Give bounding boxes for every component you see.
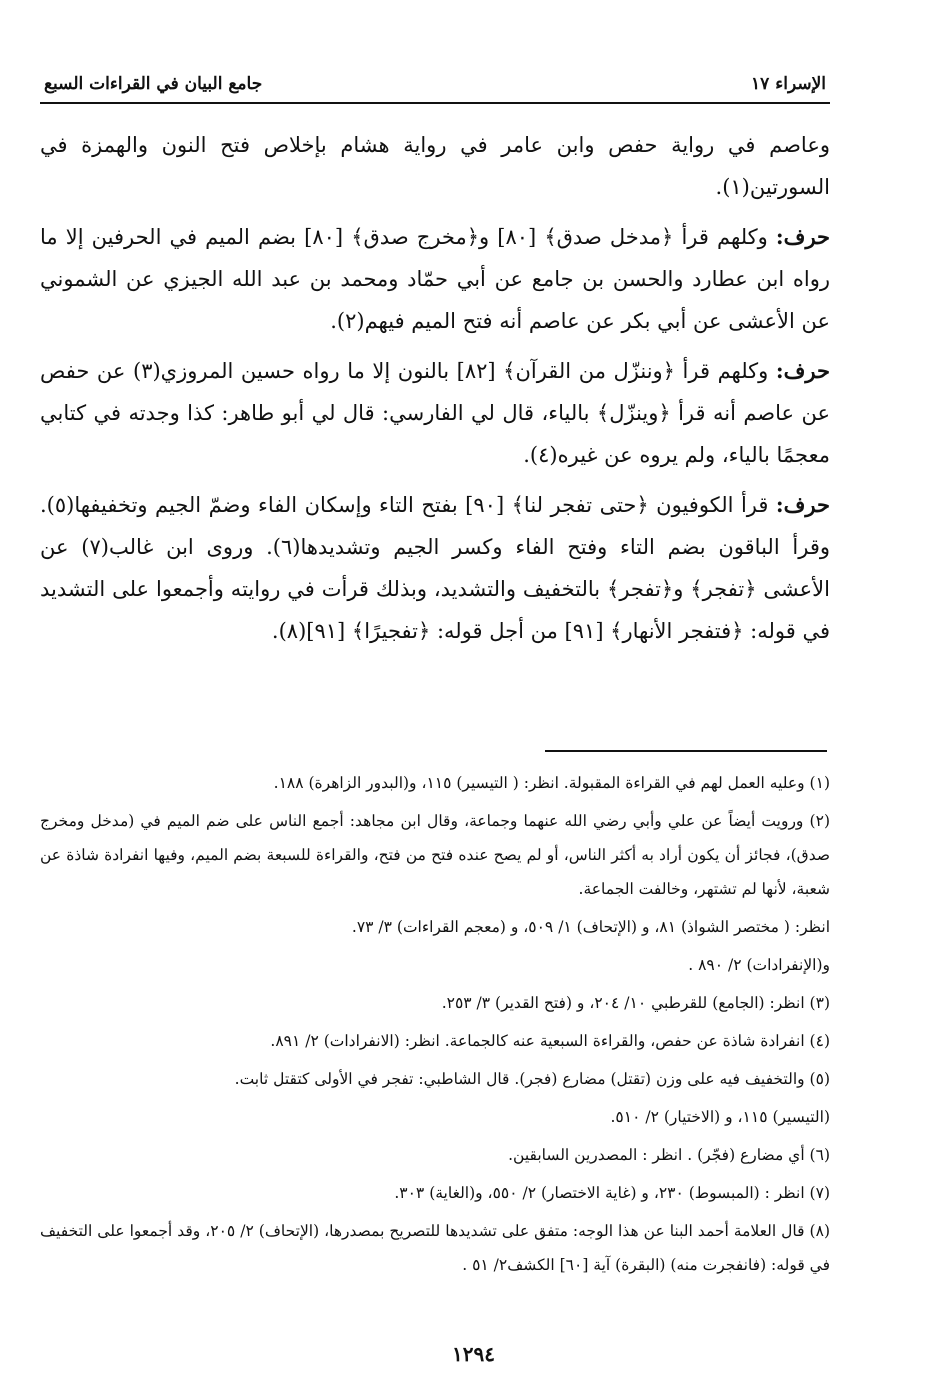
footnote-6: (٦) أي مضارع (فجّر) . انظر : المصدرين السابقين. xyxy=(508,1146,830,1164)
page-number: ١٢٩٤ xyxy=(452,1342,495,1366)
paragraph-label: حرف: xyxy=(775,358,830,383)
footnote-5-reference: (التيسير) ١١٥، و (الاختيار) ٢/ ٥١٠. xyxy=(610,1108,830,1126)
paragraph-1: وعاصم في رواية حفص وابن عامر في رواية هشام بإخلاص فتح النون والهمزة في السورتين(١). xyxy=(40,133,830,199)
footnote-2-reference: انظر: ( مختصر الشواذ) ٨١، و (الإتحاف) ١/ ٥٠٩، و (معجم القراءات) ٣/ ٧٣. xyxy=(351,918,830,936)
footnote-3: (٣) انظر: (الجامع) للقرطبي ١٠/ ٢٠٤، و (فتح القدير) ٣/ ٢٥٣. xyxy=(441,994,830,1012)
paragraph-2 xyxy=(40,216,830,342)
footnote-5: (٥) والتخفيف فيه على وزن (تقتل) مضارع (فجر). قال الشاطبي: تفجر في الأولى كتقتل ثابت. xyxy=(234,1070,830,1088)
paragraph-label: حرف: xyxy=(775,492,830,517)
running-header xyxy=(40,70,830,104)
header-sura: الإسراء ١٧ xyxy=(751,74,826,94)
footnotes xyxy=(40,766,830,1286)
footnote-4: (٤) انفرادة شاذة عن حفص، والقراءة السبعية عنه كالجماعة. انظر: (الانفرادات) ٢/ ٨٩١. xyxy=(270,1032,830,1050)
footnote-1: (١) وعليه العمل لهم في القراءة المقبولة. انظر: ( التيسير) ١١٥، و(البدور الزاهرة) ١٨٨. xyxy=(273,774,830,792)
footnote-8: (٨) قال العلامة أحمد البنا عن هذا الوجه: متفق على تشديدها للتصريح بمصدرها، (الإتحاف) ٢/ ٢٠٥، وقد أجمعوا على التخفيف في قوله: (فانفجرت منه) (البقرة) آية [٦٠] الكشف٢/ ٥١ . xyxy=(40,1222,830,1274)
header-book-title: جامع البيان في القراءات السبع xyxy=(44,74,263,94)
paragraph-text: وكلهم قرأ ﴿وننزّل من القرآن﴾ [٨٢] بالنون إلا ما رواه حسين المروزي(٣) عن حفص عن عاصم أنه قرأ ﴿وينزّل﴾ بالياء، قال لي الفارسي: قال لي أبو طاهر: كذا وجدته في كتابي معجمًا بالياء، ولم يروه عن غيره(٤). xyxy=(40,359,830,467)
footnote-2-reference-cont: و(الإنفرادات) ٢/ ٨٩٠ . xyxy=(688,956,830,974)
paragraph-text: قرأ الكوفيون ﴿حتى تفجر لنا﴾ [٩٠] بفتح التاء وإسكان الفاء وضمّ الجيم وتخفيفها(٥). وقرأ الباقون بضم التاء وفتح الفاء وكسر الجيم وتشديدها(٦). وروى ابن غالب(٧) عن الأعشى ﴿تفجر﴾ و﴿تفجر﴾ بالتخفيف والتشديد، وبذلك قرأت في روايته وأجمعوا على التشديد في قوله: ﴿فتفجر الأنهار﴾ [٩١] من أجل قوله: ﴿تفجيرًا﴾ [٩١](٨). xyxy=(40,493,830,643)
paragraph-3 xyxy=(40,350,830,476)
paragraph-label: حرف: xyxy=(775,224,831,249)
footnote-2: (٢) ورويت أيضاً عن علي وأبي رضي الله عنهما وجماعة، وقال ابن مجاهد: أجمع الناس على ضم الميم في (مدخل ومخرج صدق)، فجائز أن يكون أراد به أكثر الناس، أو لم يصح عنده فتح من فتح، والقراءة للسبعة بضم الميم، وفيها انفرادة شاذة عن شعبة، لأنها لم تشتهر، وخالفت الجماعة. xyxy=(40,812,830,898)
paragraph-text: وكلهم قرأ ﴿مدخل صدق﴾ [٨٠] و﴿مخرج صدق﴾ [٨٠] بضم الميم في الحرفين إلا ما رواه ابن عطارد والحسن بن جامع عن أبي حمّاد ومحمد بن عبد الله الجيزي عن الشموني عن الأعشى عن أبي بكر عن عاصم أنه فتح الميم فيهم(٢). xyxy=(40,225,830,333)
main-text xyxy=(40,124,830,660)
paragraph-4 xyxy=(40,484,830,652)
footnote-separator xyxy=(545,750,827,752)
footnote-7: (٧) انظر : (المبسوط) ٢٣٠، و (غاية الاختصار) ٢/ ٥٥٠، و(الغاية) ٣٠٣. xyxy=(394,1184,830,1202)
